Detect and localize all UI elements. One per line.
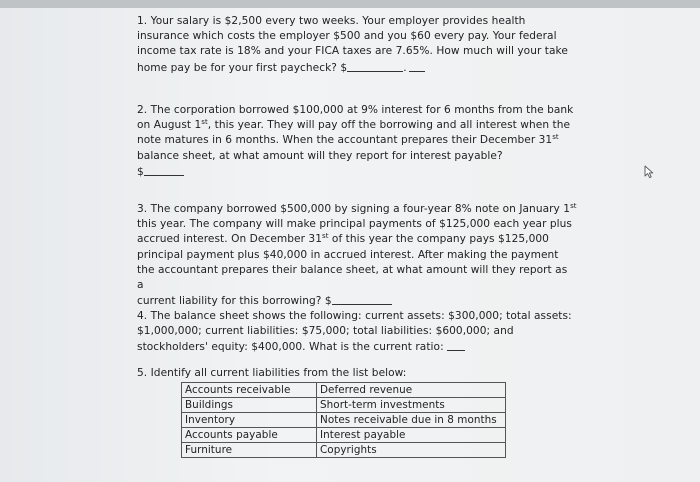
table-row <box>182 413 506 428</box>
question-4-line-3 <box>137 339 572 355</box>
question-3-line-1-sup: st <box>570 202 577 210</box>
question-3 <box>137 202 577 309</box>
question-1-line-4 <box>137 60 568 76</box>
question-5-prompt: 5. Identify all current liabilities from the list below: <box>137 367 407 379</box>
question-2 <box>137 103 573 180</box>
question-2-line-2-text-b: , this year. They will pay off the borrowing and all interest when the <box>207 119 571 132</box>
question-3-line-3-text-b: of this year the company pays $125,000 <box>328 233 549 246</box>
table-row <box>182 398 506 413</box>
question-3-line-6 <box>137 293 577 309</box>
question-4-line-1: 4. The balance sheet shows the following: current assets: $300,000; total assets: <box>137 310 572 322</box>
question-3-line-3 <box>137 232 577 247</box>
question-4 <box>137 309 572 356</box>
table-cell[interactable]: Interest payable <box>317 428 506 443</box>
answer-blank-2[interactable] <box>144 164 184 176</box>
table-row <box>182 428 506 443</box>
answer-blank-1[interactable] <box>347 60 403 72</box>
question-3-line-6-text: current liability for this borrowing? $ <box>137 295 332 308</box>
answer-blank-3[interactable] <box>332 293 392 305</box>
question-2-line-1: 2. The corporation borrowed $100,000 at 9% interest for 6 months from the bank <box>137 104 574 116</box>
answer-blank-4[interactable] <box>447 339 465 351</box>
question-1-line-2: insurance which costs the employer $500 and you $60 every pay. Your federal <box>137 30 557 43</box>
question-4-line-3-text: stockholders' equity: $400,000. What is the current ratio: <box>137 341 444 354</box>
table-cell[interactable]: Short-term investments <box>317 398 506 413</box>
question-2-line-2-text-a: on August 1 <box>137 119 202 132</box>
table-row <box>182 443 506 458</box>
question-1-line-4-text: home pay be for your first paycheck? $ <box>137 61 348 74</box>
table-cell[interactable]: Notes receivable due in 8 months <box>317 413 506 428</box>
question-2-line-3-text: note matures in 6 months. When the accountant prepares their December 31 <box>137 134 553 147</box>
question-3-line-5: the accountant prepares their balance sheet, at what amount will they report as a <box>137 263 568 292</box>
liabilities-table <box>181 382 506 458</box>
question-2-line-2 <box>137 118 573 133</box>
table-cell[interactable]: Deferred revenue <box>317 383 506 398</box>
question-3-line-3-text-a: accrued interest. On December 31 <box>137 233 322 246</box>
table-cell[interactable]: Accounts receivable <box>182 383 317 398</box>
question-3-line-2: this year. The company will make principal payments of $125,000 each year plus <box>137 218 572 231</box>
question-2-line-2-sup: st <box>201 118 208 127</box>
question-4-line-2: $1,000,000; current liabilities: $75,000; total liabilities: $600,000; and <box>137 325 514 338</box>
question-3-line-1-text: 3. The company borrowed $500,000 by signing a four-year 8% note on January 1 <box>137 203 571 215</box>
question-2-dollar: $ <box>137 165 144 178</box>
question-2-line-3 <box>137 133 573 148</box>
question-2-line-4: balance sheet, at what amount will they report for interest payable? <box>137 149 503 162</box>
table-cell[interactable]: Furniture <box>182 443 317 458</box>
question-3-line-3-sup: st <box>322 232 329 241</box>
question-2-line-5 <box>137 164 573 180</box>
question-1 <box>137 14 568 76</box>
table-row <box>182 383 506 398</box>
question-1-line-1: 1. Your salary is $2,500 every two weeks. Your employer provides health <box>137 15 526 27</box>
answer-blank-1-cents[interactable] <box>409 60 425 72</box>
table-cell[interactable]: Inventory <box>182 413 317 428</box>
window-top-bar <box>0 0 700 8</box>
question-3-line-1 <box>137 202 577 217</box>
mouse-pointer-icon <box>642 165 656 179</box>
question-5 <box>137 366 406 381</box>
table-cell[interactable]: Buildings <box>182 398 317 413</box>
table-cell[interactable]: Accounts payable <box>182 428 317 443</box>
question-1-line-3: income tax rate is 18% and your FICA taxes are 7.65%. How much will your take <box>137 45 568 58</box>
table-cell[interactable]: Copyrights <box>317 443 506 458</box>
question-3-line-4: principal payment plus $40,000 in accrued interest. After making the payment <box>137 248 559 261</box>
question-2-line-3-sup: st <box>552 133 559 142</box>
answer-blank-1-separator: . <box>403 61 407 74</box>
